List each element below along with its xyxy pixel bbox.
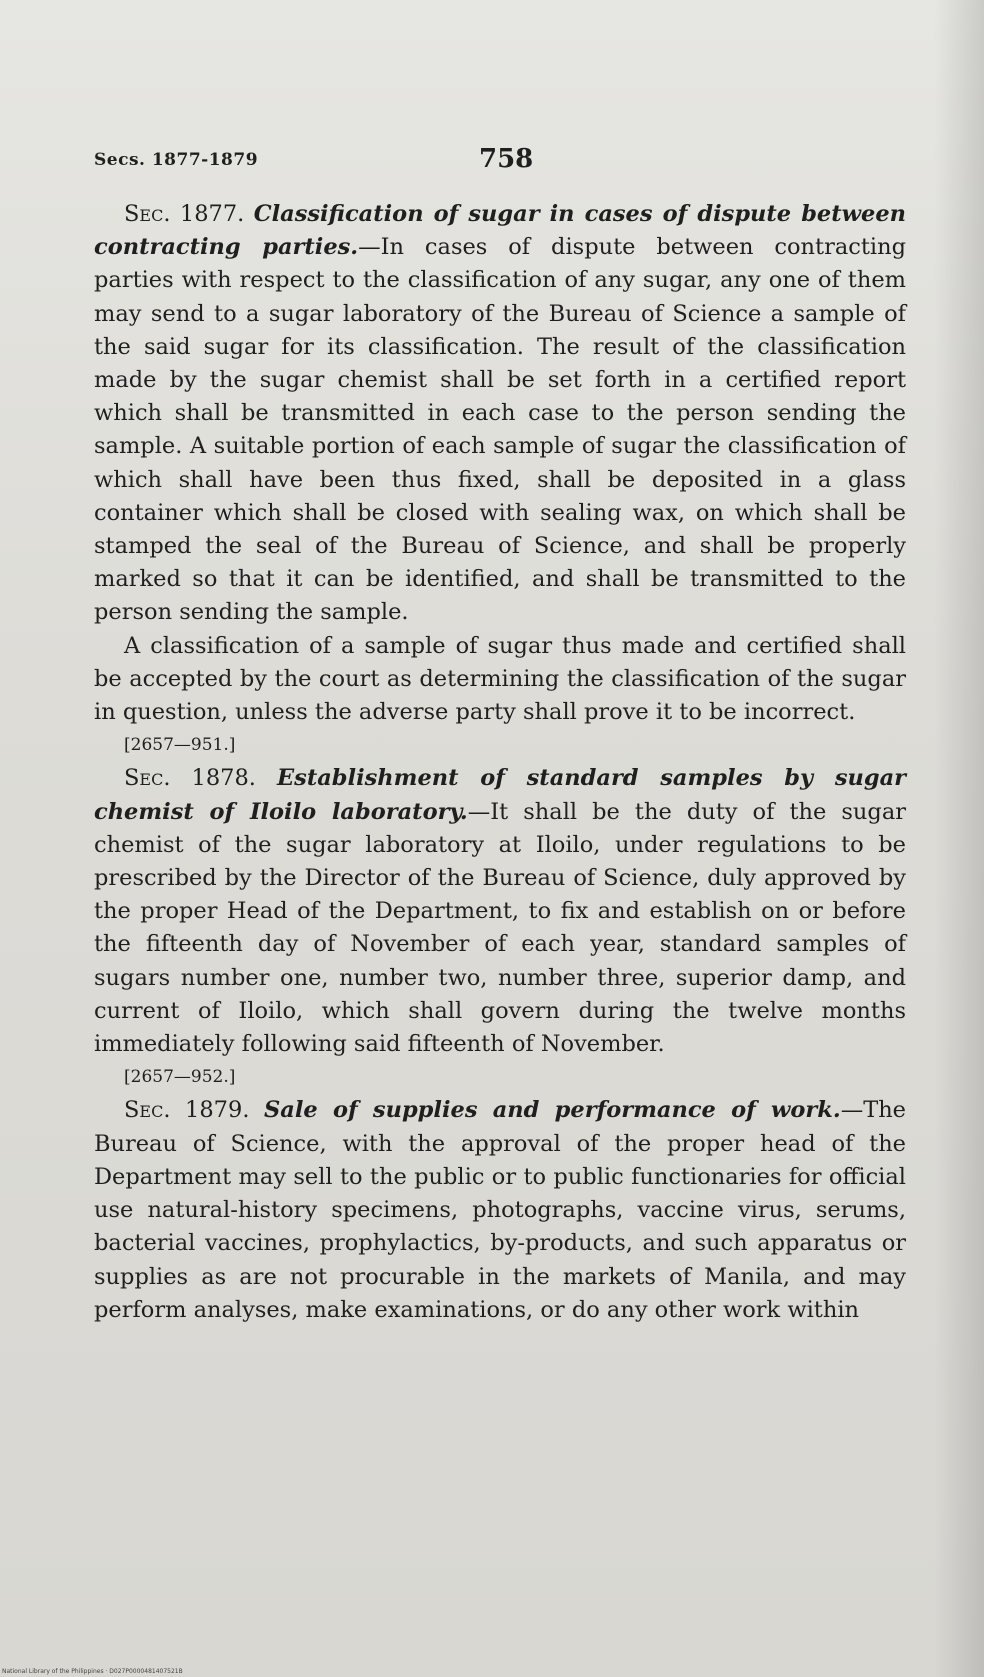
section-1878: [94, 762, 906, 1061]
running-head: Secs. 1877-1879: [94, 150, 259, 170]
section-catchline: Establishment of standard samples by sugar chemist of Iloilo laboratory.: [94, 765, 907, 825]
section-1877-paragraph-2: A classification of a sample of sugar thus made and certified shall be accepted by the court as determining the classification of the sugar in question, unless the adverse party shall prove it to be incorrect.: [94, 632, 906, 726]
section-text: —The Bureau of Science, with the approval of the proper head of the Department may sell to the public or to public functionaries for official use natural-history specimens, photographs, vaccine virus, serums, bacterial vaccines, prophylactics, by-products, and such apparatus or supplies as are not procurable in the markets of Manila, and may perform analyses, make examinations, or do any other work within: [94, 1097, 907, 1323]
section-citation: [2657—951.]: [124, 735, 236, 756]
section-citation: [2657—952.]: [124, 1067, 236, 1088]
section-catchline: Classification of sugar in cases of dispute between contracting parties.: [94, 201, 906, 261]
section-text: —In cases of dispute between contracting parties with respect to the classification of any sugar, any one of them may send to a sugar laboratory of the Bureau of Science a sample of the said sugar for its classification. The result of the classification made by the sugar chemist shall be set forth in a certified report which shall be transmitted in each case to the person sending the sample. A suitable portion of each sample of sugar the classification of which shall have been thus fixed, shall be deposited in a glass container which shall be closed with sealing wax, on which shall be stamped the seal of the Bureau of Science, and shall be properly marked so that it can be identified, and shall be transmitted to the person sending the sample.: [94, 234, 906, 626]
section-label: Sec. 1879.: [124, 1097, 250, 1124]
page-number: 758: [479, 144, 534, 174]
section-label: Sec. 1877.: [124, 201, 245, 227]
section-label: Sec. 1878.: [124, 765, 256, 792]
section-1877: [94, 198, 906, 630]
section-1879: [94, 1094, 906, 1326]
section-catchline: Sale of supplies and performance of work.: [264, 1097, 841, 1124]
page-body: [94, 198, 906, 1327]
scan-source-line: National Library of the Philippines · D027P0000481407521B: [2, 1668, 183, 1675]
page-header: [94, 144, 906, 180]
scan-edge-shadow: [934, 0, 984, 1677]
section-text: —It shall be the duty of the sugar chemist of the sugar laboratory at Iloilo, under regulations to be prescribed by the Director of the Bureau of Science, duly approved by the proper Head of the Department, to fix and establish on or before the fifteenth day of November of each year, standard samples of sugars number one, number two, number three, superior damp, and current of Iloilo, which shall govern during the twelve months immediately following said fifteenth of November.: [94, 798, 906, 1058]
